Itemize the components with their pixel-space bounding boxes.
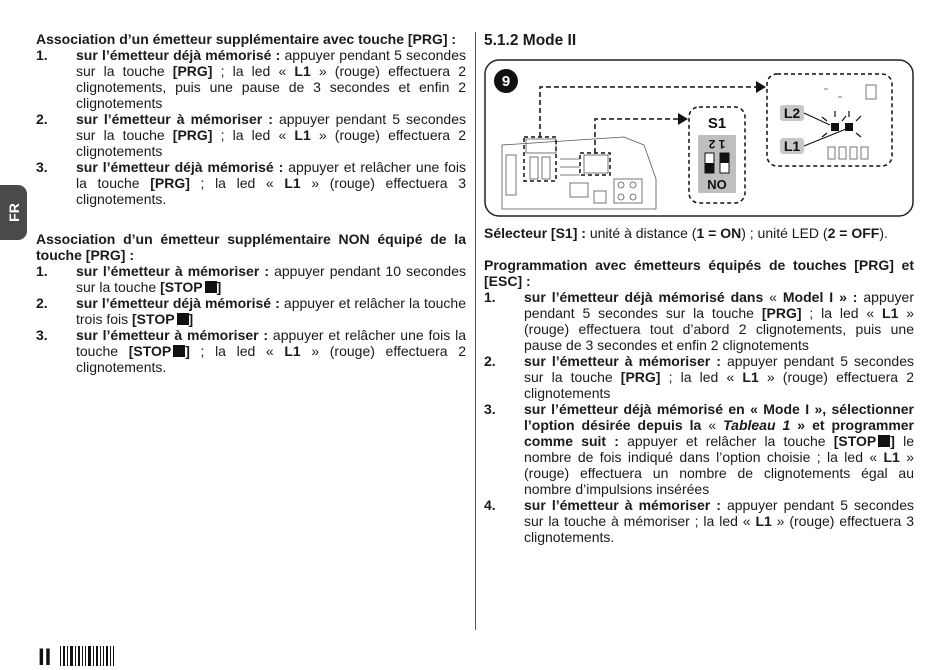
item-text: ; la led « <box>801 305 883 321</box>
list-item <box>36 327 466 375</box>
dip-switch-digits: 1 2 <box>708 137 726 151</box>
key-label: [PRG] <box>150 175 190 191</box>
heading-prg-esc: Programmation avec émetteurs équipés de touches [PRG] et [ESC] : <box>484 257 914 289</box>
item-number: 2. <box>36 295 48 311</box>
stop-square-icon <box>205 281 217 293</box>
item-number: 2. <box>484 353 496 369</box>
item-text: » (rouge) effectuera 2 clignotements <box>524 369 914 401</box>
item-text: appuyer et relâcher la touche <box>618 433 834 449</box>
key-label-end: ] <box>185 343 190 359</box>
item-number: 1. <box>484 289 496 305</box>
barcode-graphic <box>60 646 114 666</box>
led-l1-light <box>845 123 853 131</box>
selector-off: 2 = OFF <box>827 225 880 241</box>
item-text: ; la led « <box>189 343 285 359</box>
item-text: » (rouge) effectuera tout d’abord 2 clignotements, puis une pause de 3 secondes et enfin 2 clignotements <box>524 305 914 353</box>
key-label: [STOP <box>128 343 172 359</box>
item-text: appuyer pendant 5 secondes sur la touche à mémoriser ; la led « <box>524 497 914 529</box>
key-label-end: ] <box>890 433 895 449</box>
selector-text: ). <box>879 225 888 241</box>
column-divider <box>475 32 476 630</box>
list-item <box>36 263 466 295</box>
model-label: Model I <box>782 289 834 305</box>
heading-with-prg: Association d’un émetteur supplémentaire avec touche [PRG] : <box>36 31 457 47</box>
item-text: appuyer pendant 5 secondes sur la touche <box>524 289 914 321</box>
page-footer <box>38 644 118 666</box>
figure-9 <box>484 59 914 217</box>
item-lead: sur l’émetteur à mémoriser : <box>524 353 721 369</box>
selector-text: ) ; unité LED ( <box>741 225 828 241</box>
item-lead: sur l’émetteur déjà mémorisé en « Mode I », sélectionner l’option désirée depuis la <box>524 401 914 433</box>
list-item <box>36 47 466 111</box>
item-lead: sur l’émetteur à mémoriser : <box>76 111 273 127</box>
item-lead: sur l’émetteur déjà mémorisé : <box>76 159 284 175</box>
key-label: [PRG] <box>761 305 802 321</box>
item-lead: sur l’émetteur déjà mémorisé dans <box>524 289 764 305</box>
item-number: 3. <box>36 327 48 343</box>
item-lead: sur l’émetteur déjà mémorisé : <box>76 47 281 63</box>
list-item <box>36 111 466 159</box>
led-label: L1 <box>755 513 772 529</box>
selector-on: 1 = ON <box>696 225 742 241</box>
item-lead: sur l’émetteur à mémoriser : <box>524 497 721 513</box>
s1-label: S1 <box>707 115 727 132</box>
item-text: appuyer et relâcher une fois la touche <box>76 327 467 359</box>
key-label: [PRG] <box>172 63 213 79</box>
led-label: L1 <box>294 127 311 143</box>
item-text: ; la led « <box>660 369 743 385</box>
stop-square-icon <box>878 435 890 447</box>
list-item <box>484 353 914 401</box>
item-lead: » et programmer comme suit : <box>524 417 914 449</box>
item-text: » (rouge) effectuera un nombre de clignotements égal au nombre d’impulsions insérées <box>524 449 914 497</box>
item-number: 3. <box>484 401 496 417</box>
selector-line <box>484 225 914 241</box>
list-item <box>484 289 914 353</box>
item-text: » (rouge) effectuera 2 clignotements, puis une pause de 3 secondes et enfin 2 clignotements <box>76 63 466 111</box>
item-text: appuyer et relâcher une fois la touche <box>76 159 466 191</box>
item-lead: » : <box>833 289 858 305</box>
item-lead: sur l’émetteur à mémoriser : <box>76 263 270 279</box>
item-text: » (rouge) effectuera 2 clignotements. <box>76 343 466 375</box>
led-label: L1 <box>294 63 311 79</box>
language-tab-label: FR <box>5 203 22 222</box>
right-column <box>484 31 914 555</box>
list-with-prg <box>36 47 466 207</box>
item-text: ; la led « <box>189 175 285 191</box>
led-label: L1 <box>883 449 900 465</box>
key-label: [STOP <box>132 311 175 327</box>
item-number: 4. <box>484 497 496 513</box>
item-lead: sur l’émetteur déjà mémorisé : <box>76 295 280 311</box>
item-text: » (rouge) effectuera 3 clignotements. <box>524 513 914 545</box>
led-label: L1 <box>284 175 301 191</box>
section-title: 5.1.2 Mode II <box>484 32 577 49</box>
item-text: appuyer et relâcher la touche trois fois <box>76 295 466 327</box>
list-item <box>484 401 914 497</box>
list-item <box>36 295 466 327</box>
language-tab <box>0 185 27 240</box>
list-without-prg <box>36 263 466 375</box>
left-column <box>36 31 466 385</box>
list-prg-esc <box>484 289 914 545</box>
list-item <box>36 159 466 207</box>
key-label-end: ] <box>216 279 222 295</box>
table-reference: Tableau 1 <box>723 417 791 433</box>
item-text: « <box>701 417 724 433</box>
heading-without-prg: Association d’un émetteur supplémentaire NON équipé de la touche [PRG] : <box>36 231 466 263</box>
item-text: ; la led « <box>212 63 295 79</box>
item-text: appuyer pendant 10 secondes sur la touche <box>76 263 466 295</box>
item-text: appuyer pendant 5 secondes sur la touche <box>76 47 466 79</box>
page-number: II <box>38 644 52 666</box>
item-text: appuyer pendant 5 secondes sur la touche <box>524 353 914 385</box>
led-l2-label: L2 <box>783 105 801 121</box>
stop-square-icon <box>173 345 185 357</box>
selector-text: unité à distance ( <box>585 225 697 241</box>
led-label: L1 <box>742 369 759 385</box>
item-text: le nombre de fois indiqué dans l’option choisie ; la led « <box>524 433 914 465</box>
key-label-end: ] <box>188 311 194 327</box>
led-label: L1 <box>284 343 301 359</box>
item-number: 2. <box>36 111 48 127</box>
item-text: » (rouge) effectuera 3 clignotements. <box>76 175 466 207</box>
item-number: 1. <box>36 263 48 279</box>
figure-number: 9 <box>501 73 511 90</box>
item-text: » (rouge) effectuera 2 clignotements <box>76 127 466 159</box>
led-l2-light <box>831 123 839 131</box>
led-l1-label: L1 <box>783 138 801 154</box>
item-text: ; la led « <box>212 127 295 143</box>
key-label: [STOP <box>833 433 877 449</box>
key-label: [STOP <box>160 279 203 295</box>
led-label: L1 <box>882 305 899 321</box>
item-number: 1. <box>36 47 48 63</box>
item-number: 3. <box>36 159 48 175</box>
item-text: « <box>763 289 783 305</box>
list-item <box>484 497 914 545</box>
item-lead: sur l’émetteur à mémoriser : <box>76 327 269 343</box>
key-label: [PRG] <box>172 127 213 143</box>
stop-square-icon <box>177 313 189 325</box>
selector-lead: Sélecteur [S1] : <box>484 225 586 241</box>
key-label: [PRG] <box>620 369 661 385</box>
dip-switch-no: NO <box>707 177 727 192</box>
item-text: appuyer pendant 5 secondes sur la touche <box>76 111 466 143</box>
